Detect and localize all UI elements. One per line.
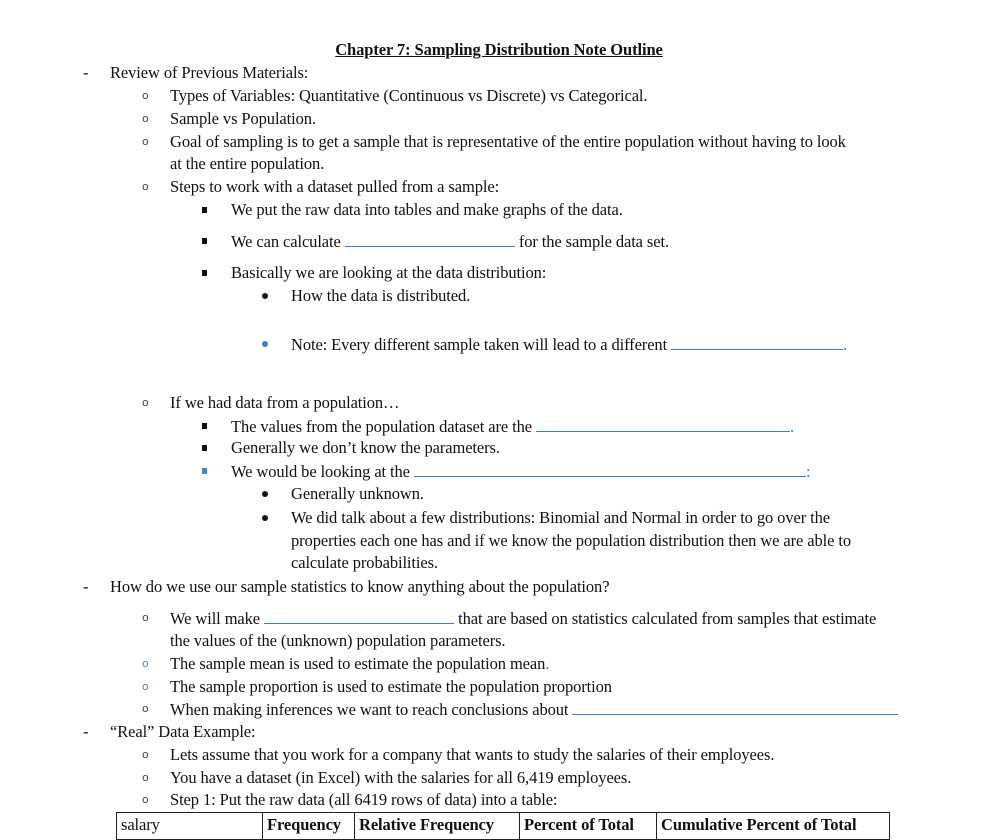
period: . (545, 654, 550, 673)
column-header-frequency: Frequency (263, 813, 355, 840)
step-item: We put the raw data into tables and make graphs of the data. (231, 200, 623, 219)
page-title: Chapter 7: Sampling Distribution Note Outline (335, 40, 663, 59)
colon: : (805, 462, 811, 481)
round-bullet (262, 293, 268, 299)
round-bullet (262, 515, 268, 521)
dash-bullet: - (83, 577, 89, 596)
example-item: Step 1: Put the raw data (all 6419 rows of data) into a table: (170, 790, 558, 809)
circle-bullet: o (142, 135, 149, 148)
fill-in-blank[interactable] (345, 231, 515, 247)
circle-bullet: o (142, 611, 149, 624)
fill-in-blank[interactable] (536, 416, 790, 432)
section-heading-example: “Real” Data Example: (110, 722, 256, 741)
review-item: Goal of sampling is to get a sample that is representative of the entire population without having to look (170, 132, 846, 151)
circle-bullet: o (142, 702, 149, 715)
square-bullet (202, 423, 207, 429)
circle-bullet: o (142, 771, 149, 784)
review-item-continued: at the entire population. (170, 154, 325, 173)
example-item: Lets assume that you work for a company that wants to study the salaries of their employees. (170, 745, 775, 764)
table-header-row (117, 813, 890, 840)
circle-bullet: o (142, 396, 149, 409)
population-sub-point: We did talk about a few distributions: Binomial and Normal in order to go over the (291, 508, 830, 527)
point-text: The values from the population dataset are the (231, 417, 532, 436)
inference-item-continued: the values of the (unknown) population parameters. (170, 631, 506, 650)
round-bullet (262, 341, 268, 347)
column-header-salary: salary (117, 813, 263, 840)
inference-item-fill-blank (170, 608, 876, 628)
item-text: We will make (170, 609, 261, 628)
salary-table (116, 812, 890, 840)
circle-bullet: o (142, 793, 149, 806)
square-bullet (202, 207, 207, 213)
step-item: Basically we are looking at the data distribution: (231, 263, 547, 282)
fill-in-blank[interactable] (264, 608, 454, 624)
column-header-relative-frequency: Relative Frequency (355, 813, 520, 840)
circle-bullet: o (142, 180, 149, 193)
population-sub-point: Generally unknown. (291, 484, 424, 503)
population-point-fill-blank (231, 461, 810, 481)
column-header-percent-of-total: Percent of Total (520, 813, 657, 840)
square-bullet (202, 270, 207, 276)
item-text: The sample mean is used to estimate the population mean (170, 654, 546, 673)
population-sub-point-continued: properties each one has and if we know the population distribution then we are able to (291, 531, 852, 550)
dash-bullet: - (83, 63, 89, 82)
section-heading-inference: How do we use our sample statistics to know anything about the population? (110, 577, 610, 596)
circle-bullet: o (142, 680, 149, 693)
square-bullet (202, 468, 207, 474)
period: . (843, 335, 848, 354)
review-item: Sample vs Population. (170, 109, 316, 128)
circle-bullet: o (142, 748, 149, 761)
item-text: that are based on statistics calculated from samples that estimate (458, 609, 877, 628)
fill-in-blank[interactable] (671, 334, 843, 350)
period: . (790, 417, 795, 436)
step-text: We can calculate (231, 232, 341, 251)
review-item: Steps to work with a dataset pulled from a sample: (170, 177, 500, 196)
inference-item: The sample proportion is used to estimate the population proportion (170, 677, 612, 696)
point-text: Note: Every different sample taken will lead to a different (291, 335, 668, 354)
distribution-point-fill-blank (291, 334, 847, 354)
fill-in-blank[interactable] (572, 699, 898, 715)
fill-in-blank[interactable] (414, 461, 806, 477)
item-text: When making inferences we want to reach conclusions about (170, 700, 569, 719)
population-point-fill-blank (231, 416, 794, 436)
point-text: We would be looking at the (231, 462, 410, 481)
circle-bullet: o (142, 112, 149, 125)
dash-bullet: - (83, 722, 89, 741)
circle-bullet: o (142, 657, 149, 670)
step-text: for the sample data set. (518, 232, 669, 251)
section-heading-review: Review of Previous Materials: (110, 63, 309, 82)
review-item: Types of Variables: Quantitative (Continuous vs Discrete) vs Categorical. (170, 86, 648, 105)
step-item-fill-blank (231, 231, 669, 251)
circle-bullet: o (142, 89, 149, 102)
column-header-cumulative-percent: Cumulative Percent of Total (657, 813, 890, 840)
example-item: You have a dataset (in Excel) with the salaries for all 6,419 employees. (170, 768, 632, 787)
inference-item-fill-blank (170, 699, 898, 719)
population-sub-point-continued: calculate probabilities. (291, 553, 438, 572)
square-bullet (202, 238, 207, 244)
distribution-point: How the data is distributed. (291, 286, 471, 305)
population-point: Generally we don’t know the parameters. (231, 438, 500, 457)
population-heading: If we had data from a population… (170, 393, 400, 412)
inference-item (170, 654, 549, 674)
square-bullet (202, 445, 207, 451)
round-bullet (262, 491, 268, 497)
